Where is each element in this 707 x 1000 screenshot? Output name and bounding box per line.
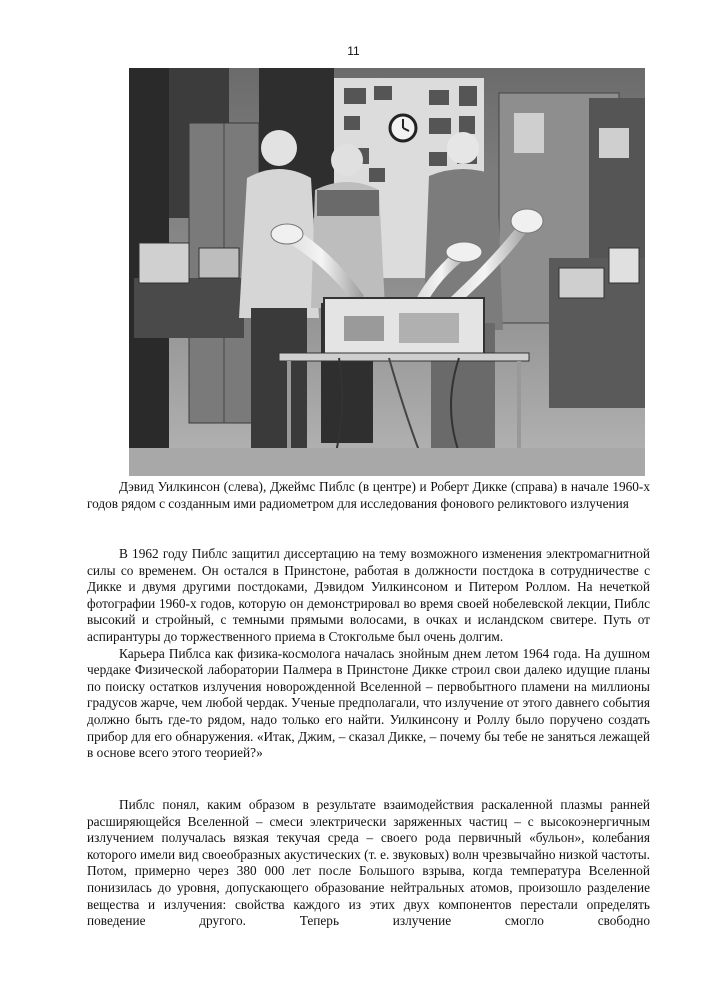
article-text-block-2 [87,797,650,930]
article-text-block-1 [87,546,650,762]
paragraph: Карьера Пиблса как физика-космолога началась знойным днем летом 1964 года. На душном чердаке Физической лаборатории Палмера в Принстоне Дикке строил свои далеко идущие планы по поиску остатков излучения новорожденной Вселенной – первобытного пламени на миллионы градусов жарче, чем любой чердак. Ученые предполагали, что излучение от этого давнего события должно быть где-то рядом, надо только его найти. Уилкинсону и Роллу было поручено создать прибор для его обнаружения. «Итак, Джим, – сказал Дикке, – почему бы тебе не заняться лежащей в основе всего этого теорией?» [87,645,650,761]
paragraph: В 1962 году Пиблс защитил диссертацию на тему возможного изменения электромагнитной силы со временем. Он остался в Принстоне, работая в должности постдока в сотрудничестве с Дикке и двумя другими постдоками, Дэвидом Уилкинсоном и Питером Роллом. На нечеткой фотографии 1960-х годов, которую он демонстрировал во время своей нобелевской лекции, Пиблс высокий и стройный, с темными прямыми волосами, в очках и исландском свитере. Путь от аспирантуры до торжественного приема в Стокгольме был очень долгим. [87,546,650,644]
figure-photo [129,68,645,476]
paragraph: Пиблс понял, каким образом в результате взаимодействия раскаленной плазмы ранней расширяющейся Вселенной – смеси электрически заряженных частиц – с высокоэнергичным излучением получалась вязкая текучая среда – своего рода первичный «бульон», колебания которого имели вид своеобразных акустических (т. е. звуковых) волн чрезвычайно низкой частоты. Потом, примерно через 380 000 лет после Большого взрыва, когда температура Вселенной понизилась до уровня, допускающего образование нейтральных атомов, произошло разделение вещества и излучения: свойства каждого из этих двух компонентов перестали определять поведение другого. Теперь излучение смогло свободно [87,797,650,929]
figure-caption: Дэвид Уилкинсон (слева), Джеймс Пиблс (в центре) и Роберт Дикке (справа) в начале 1960-х годов рядом с созданным ими радиометром для исследования фонового реликтового излучения [87,479,650,511]
page-number: 11 [347,44,360,58]
